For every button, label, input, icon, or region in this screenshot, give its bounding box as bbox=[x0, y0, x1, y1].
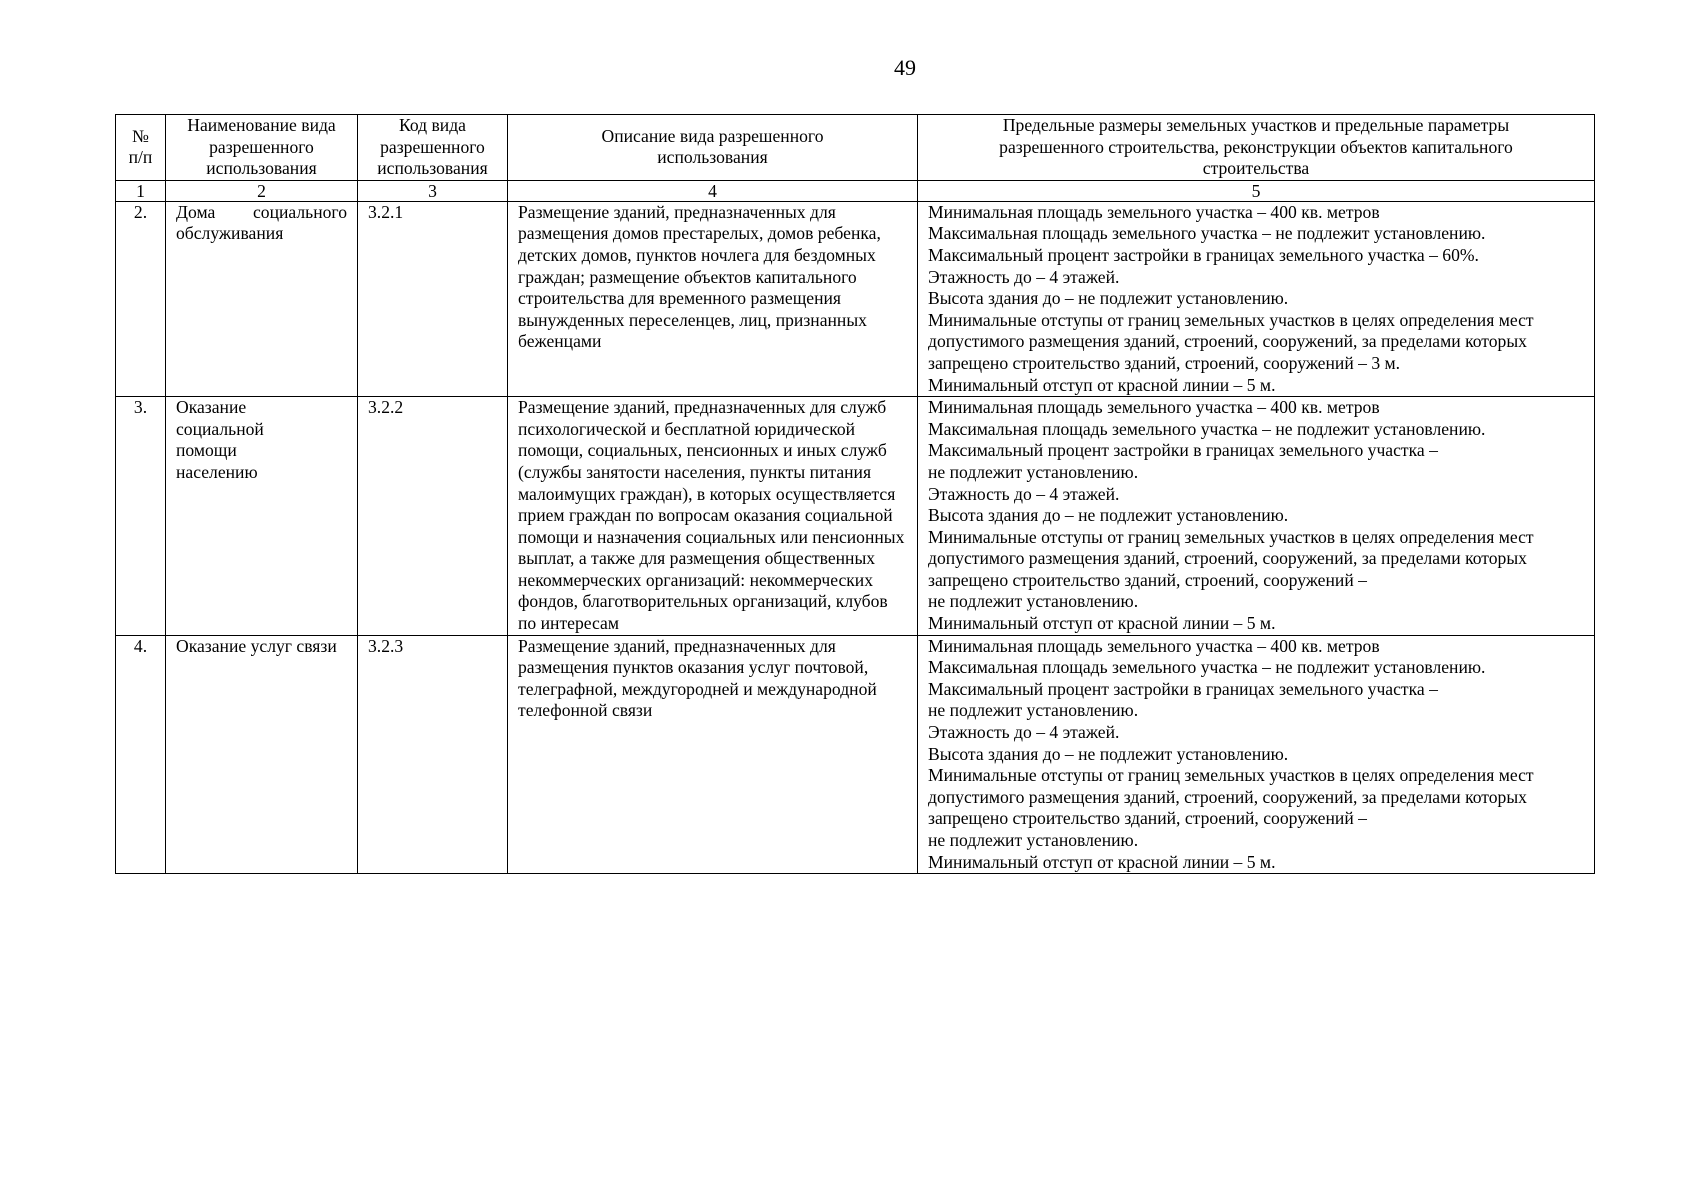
page-number: 49 bbox=[894, 55, 916, 80]
use-params bbox=[918, 635, 1595, 874]
permitted-use-table bbox=[115, 114, 1595, 874]
row-number: 3. bbox=[116, 397, 166, 636]
param-line: Максимальный процент застройки в границах земельного участка – 60%. bbox=[928, 244, 1479, 265]
use-name: Оказание социальной помощи населению bbox=[166, 397, 358, 636]
param-line: Высота здания до – не подлежит установлению. bbox=[928, 743, 1289, 764]
param-line: Высота здания до – не подлежит установлению. bbox=[928, 288, 1289, 309]
param-line: Минимальная площадь земельного участка – 400 кв. метров bbox=[928, 397, 1380, 418]
use-code: 3.2.2 bbox=[358, 397, 508, 636]
table-row bbox=[116, 635, 1595, 874]
use-code: 3.2.1 bbox=[358, 201, 508, 396]
param-line: Минимальные отступы от границ земельных участков в целях определения мест допустимого размещения зданий, строений, сооружений, за пределами которых запрещено строительство зданий, строений, сооружений – bbox=[928, 526, 1534, 590]
header-code: Код вида разрешенного использования bbox=[358, 115, 508, 181]
header-row bbox=[116, 115, 1595, 181]
param-line: Максимальный процент застройки в границах земельного участка – bbox=[928, 678, 1438, 699]
param-line: не подлежит установлению. bbox=[928, 700, 1139, 721]
param-line: Максимальная площадь земельного участка – не подлежит установлению. bbox=[928, 223, 1486, 244]
use-description: Размещение зданий, предназначенных для размещения домов престарелых, домов ребенка, детских домов, пунктов ночлега для бездомных граждан; размещение объектов капитального строительства для временного размещения вынужденных переселенцев, лиц, признанных беженцами bbox=[508, 201, 918, 396]
param-line: не подлежит установлению. bbox=[928, 591, 1139, 612]
param-line: Минимальные отступы от границ земельных участков в целях определения мест допустимого размещения зданий, строений, сооружений, за пределами которых запрещено строительство зданий, строений, сооружений – bbox=[928, 765, 1534, 829]
use-name: Дома социального обслуживания bbox=[166, 201, 358, 396]
param-line: Минимальный отступ от красной линии – 5 м. bbox=[928, 851, 1276, 872]
param-line: не подлежит установлению. bbox=[928, 461, 1139, 482]
header-name: Наименование вида разрешенного использования bbox=[166, 115, 358, 181]
param-line: не подлежит установлению. bbox=[928, 830, 1139, 850]
row-number: 2. bbox=[116, 201, 166, 396]
param-line: Высота здания до – не подлежит установлению. bbox=[928, 505, 1289, 526]
column-number: 2 bbox=[166, 180, 358, 201]
row-number: 4. bbox=[116, 635, 166, 874]
param-line: Максимальная площадь земельного участка – не подлежит установлению. bbox=[928, 418, 1486, 439]
table-row bbox=[116, 397, 1595, 636]
column-numbers-row bbox=[116, 180, 1595, 201]
use-params bbox=[918, 397, 1595, 636]
use-name: Оказание услуг связи bbox=[166, 635, 358, 874]
param-line: Этажность до – 4 этажей. bbox=[928, 266, 1120, 287]
param-line: Минимальные отступы от границ земельных участков в целях определения мест допустимого размещения зданий, строений, сооружений, за пределами которых запрещено строительство зданий, строений, сооружений – 3 м. bbox=[928, 309, 1534, 373]
column-number: 3 bbox=[358, 180, 508, 201]
column-number: 1 bbox=[116, 180, 166, 201]
param-line: Максимальный процент застройки в границах земельного участка – bbox=[928, 440, 1438, 461]
param-line: Минимальный отступ от красной линии – 5 м. bbox=[928, 374, 1276, 395]
param-line: Минимальный отступ от красной линии – 5 м. bbox=[928, 613, 1276, 634]
column-number: 4 bbox=[508, 180, 918, 201]
param-line: Максимальная площадь земельного участка – не подлежит установлению. bbox=[928, 657, 1486, 678]
use-params bbox=[918, 201, 1595, 396]
column-number: 5 bbox=[918, 180, 1595, 201]
table-row bbox=[116, 201, 1595, 396]
use-description: Размещение зданий, предназначенных для размещения пунктов оказания услуг почтовой, телеграфной, междугородней и международной телефонной связи bbox=[508, 635, 918, 874]
param-line: Этажность до – 4 этажей. bbox=[928, 722, 1120, 743]
param-line: Этажность до – 4 этажей. bbox=[928, 483, 1120, 504]
param-line: Минимальная площадь земельного участка – 400 кв. метров bbox=[928, 201, 1380, 222]
use-code: 3.2.3 bbox=[358, 635, 508, 874]
header-params: Предельные размеры земельных участков и предельные параметры разрешенного строительства, реконструкции объектов капитального строительства bbox=[918, 115, 1595, 181]
param-line: Минимальная площадь земельного участка – 400 кв. метров bbox=[928, 635, 1380, 656]
header-num: № п/п bbox=[116, 115, 166, 181]
header-description: Описание вида разрешенного использования bbox=[508, 115, 918, 181]
use-description: Размещение зданий, предназначенных для служб психологической и бесплатной юридической помощи, социальных, пенсионных и иных служб (службы занятости населения, пункты питания малоимущих граждан), в которых осуществляется прием граждан по вопросам оказания социальной помощи и назначения социальных или пенсионных выплат, а также для размещения общественных некоммерческих организаций: некоммерческих фондов, благотворительных организаций, клубов по интересам bbox=[508, 397, 918, 636]
